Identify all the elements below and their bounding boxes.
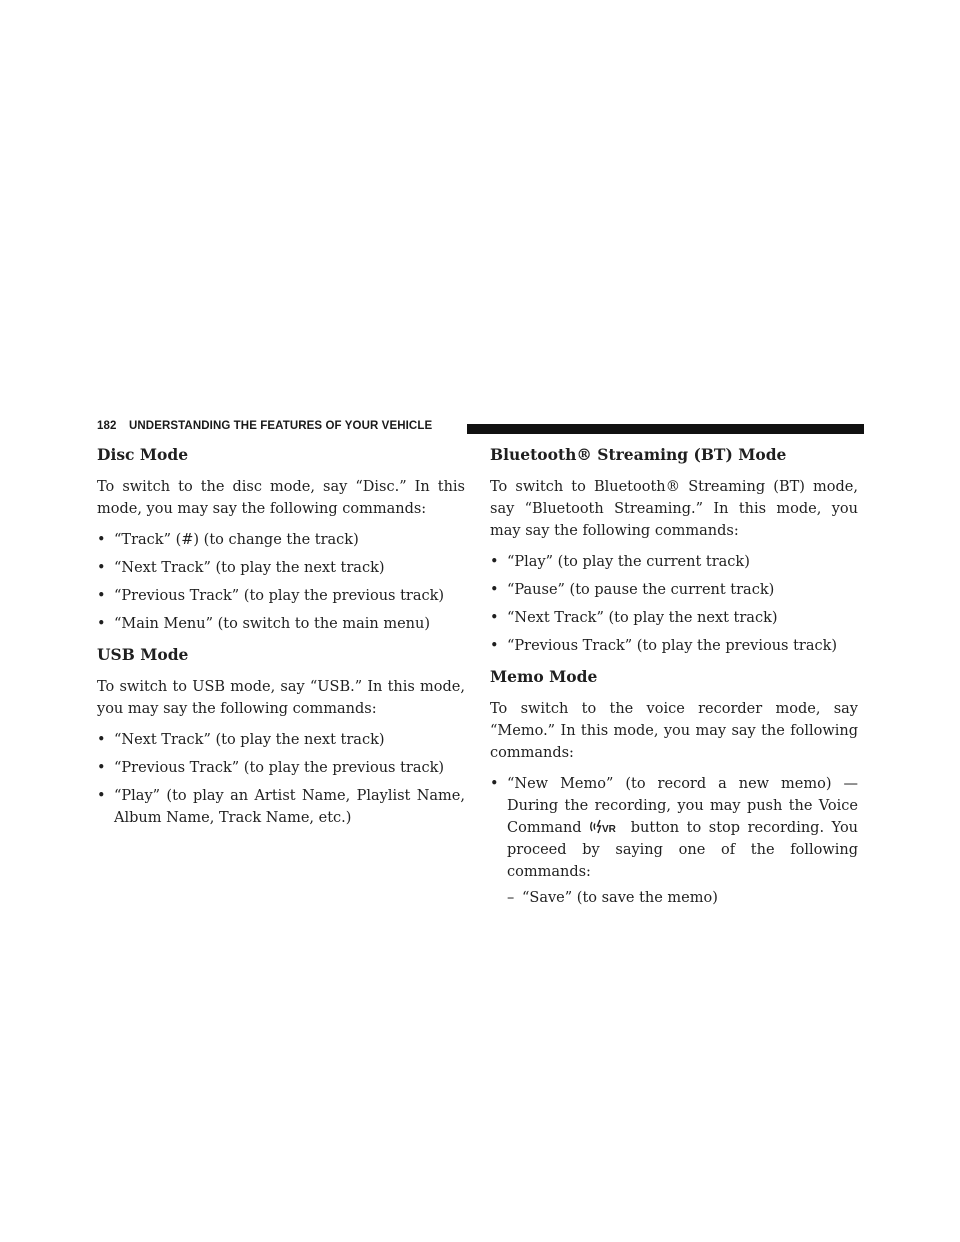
bullet: • <box>97 588 106 604</box>
bullet: • <box>490 582 499 598</box>
sub-list-item <box>507 887 858 909</box>
usb-mode-heading: USB Mode <box>97 645 189 664</box>
list-item <box>97 529 465 551</box>
list-item-text: “Previous Track” (to play the previous track) <box>507 638 838 654</box>
list-item <box>490 579 858 601</box>
list-item-text: “Previous Track” (to play the previous track) <box>114 588 445 604</box>
list-item-text: “Track” (#) (to change the track) <box>114 532 359 548</box>
page-header <box>97 418 864 440</box>
bullet: • <box>97 760 106 776</box>
list-item-text: “Next Track” (to play the next track) <box>114 732 385 748</box>
memo-sub-commands <box>507 887 858 909</box>
list-item <box>490 773 858 909</box>
list-item <box>97 613 465 635</box>
right-column <box>490 440 858 918</box>
list-item <box>490 607 858 629</box>
list-item <box>97 729 465 751</box>
list-item-text: “Next Track” (to play the next track) <box>507 610 778 626</box>
bullet: • <box>490 610 499 626</box>
bullet: • <box>97 532 106 548</box>
page-number: 182 <box>97 420 117 432</box>
list-item-text: “Next Track” (to play the next track) <box>114 560 385 576</box>
dash: – <box>507 890 515 906</box>
list-item-text: “Pause” (to pause the current track) <box>507 582 775 598</box>
bt-mode-intro: To switch to Bluetooth® Streaming (BT) mode, say “Bluetooth Streaming.” In this mode, you may say the following commands: <box>490 479 858 539</box>
memo-mode-commands <box>490 773 858 909</box>
bullet: • <box>490 776 499 792</box>
disc-mode-intro: To switch to the disc mode, say “Disc.” In this mode, you may say the following commands: <box>97 479 465 517</box>
section-title: UNDERSTANDING THE FEATURES OF YOUR VEHICLE <box>129 420 433 432</box>
list-item-text: “Main Menu” (to switch to the main menu) <box>114 616 430 632</box>
list-item <box>97 757 465 779</box>
vr-icon-label: VR <box>602 824 617 834</box>
left-column <box>97 440 465 838</box>
bullet: • <box>97 732 106 748</box>
memo-mode-intro: To switch to the voice recorder mode, say “Memo.” In this mode, you may say the following commands: <box>490 701 858 761</box>
bullet: • <box>490 638 499 654</box>
bt-mode-heading: Bluetooth® Streaming (BT) Mode <box>490 445 787 464</box>
disc-mode-heading: Disc Mode <box>97 445 189 464</box>
list-item-text: “Play” (to play the current track) <box>507 554 750 570</box>
header-rule <box>467 424 864 434</box>
bullet: • <box>97 616 106 632</box>
list-item-text: “Previous Track” (to play the previous track) <box>114 760 445 776</box>
bullet: • <box>490 554 499 570</box>
usb-mode-intro: To switch to USB mode, say “USB.” In this mode, you may say the following commands: <box>97 679 465 717</box>
bt-mode-commands <box>490 551 858 657</box>
bullet: • <box>97 560 106 576</box>
list-item-text <box>507 773 858 883</box>
memo-mode-heading: Memo Mode <box>490 667 598 686</box>
list-item <box>97 557 465 579</box>
list-item-text: “Play” (to play an Artist Name, Playlist Name, Album Name, Track Name, etc.) <box>114 788 465 826</box>
new-memo-text: “New Memo” (to record a new memo) — During the recording, you may push the Voice Command <box>507 776 858 836</box>
list-item <box>490 635 858 657</box>
list-item <box>97 785 465 829</box>
sub-list-item-text: “Save” (to save the memo) <box>522 890 718 906</box>
list-item <box>97 585 465 607</box>
list-item <box>490 551 858 573</box>
voice-command-vr-icon <box>589 819 621 834</box>
stop-recording-text: button to stop recording. You proceed by saying one of the following commands: <box>507 820 859 880</box>
bullet: • <box>97 788 106 804</box>
disc-mode-commands <box>97 529 465 635</box>
usb-mode-commands <box>97 729 465 829</box>
